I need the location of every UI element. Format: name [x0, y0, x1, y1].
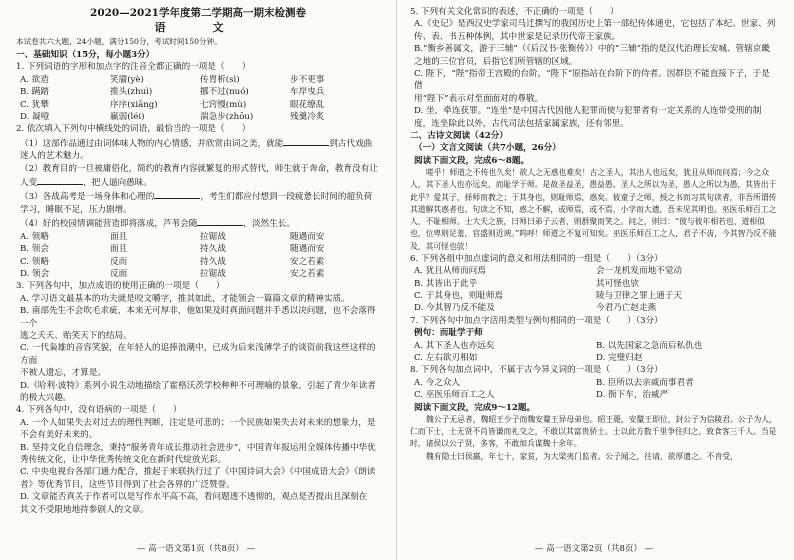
q5-option-a-cont: 传、表、书五种体例，其中世家是记录历代帝王家族。: [414, 31, 621, 42]
q4-option-b-cont: 秀传统文化，让中华优秀传统文化在新时代绽放光彩。: [20, 455, 227, 465]
page-divider: [396, 0, 397, 560]
question-8-options: [410, 377, 778, 402]
question-6: [410, 253, 778, 315]
q6-option-d[interactable]: D. 今其智乃反不能及: [414, 303, 495, 314]
q5-option-b-cont: 之地的三位官员，后指它们所管辖的区域。: [414, 56, 578, 67]
q2-option-d-4: 安之若素: [290, 268, 325, 279]
question-7-options: [410, 340, 778, 365]
question-4-stem: 4. 下列各句中，没有语病的一项是（ ）: [16, 405, 182, 416]
q5-option-d[interactable]: D. 坐，牵连获罪。“连坐”是中国古代因他人犯罪而使与犯罪者有一定关系的人连带受刑的制: [414, 106, 762, 117]
q2-option-a-2: 面且: [110, 231, 128, 242]
q7-option-c[interactable]: C. 左右欲刃相如: [414, 352, 478, 363]
question-5: [410, 6, 778, 130]
reading-instruction-1: 阅读下面文段，完成6～8题。: [414, 155, 530, 166]
q1-option-c-3: 七窍慢(mù): [200, 99, 247, 110]
q2-option-c-1[interactable]: C. 领略: [20, 256, 49, 267]
q2-option-c-2: 反而: [110, 256, 128, 267]
q1-option-b-3: 挪不过(nuó): [200, 87, 249, 98]
question-8-stem: 8. 下列各句加点词中，不属于古今异义词的一项是（ ）（3分）: [410, 365, 663, 376]
q4-option-c[interactable]: C. 中央电视台各部门通力配合，推起于来联执行过了《中国诗词大会》《中国成语大会》《朗读: [20, 467, 376, 478]
q1-option-c-4: 眼花缭乱: [290, 99, 325, 110]
right-page: [404, 0, 784, 560]
q1-option-c-1[interactable]: C. 犹攀: [20, 99, 49, 110]
q1-option-b-4: 车岸曳兵: [290, 87, 325, 98]
question-7-stem: 7. 下列各句中加点字活用类型与例句相同的一项是（ ）（3分）: [410, 315, 663, 326]
q1-option-d-2: 羸弱(léi): [110, 112, 145, 123]
question-1-options: [16, 74, 380, 124]
q1-option-d-3: 湍急步(zhōu): [200, 112, 254, 123]
q1-option-d-1[interactable]: D. 凝噎: [20, 112, 50, 123]
q4-option-a[interactable]: A. 一个人如果失去对过去的理性判断，注定是可悲的；一个民族如果失去对未来的想象力，是: [20, 417, 376, 428]
q5-option-c[interactable]: C. 陛下，“陛”指帝王宫殿的台阶，“陛下”原指站在台阶下的侍者。因群臣不能直接下子，于是借: [414, 69, 770, 92]
q1-option-b-2: 推头(zhuì): [110, 87, 153, 98]
q1-option-b-1[interactable]: B. 蹒踏: [20, 87, 49, 98]
page-footer-left: — 高一语文第1页（共8页） —: [136, 543, 256, 554]
q6-option-a[interactable]: A. 犹且从师而问焉: [414, 266, 486, 277]
q4-option-d[interactable]: D. 文章能否真关于作者可以是写作水平高不高，看问题透不透彻的，观点是否提出且深刻在: [20, 492, 368, 503]
q2-option-d-2: 反面: [110, 268, 128, 279]
passage-houying: 魏有隐士曰侯嬴，年七十，家贫，为大梁夷门监者。公子闻之，往请，欲厚遗之。不肯受，: [426, 451, 738, 461]
q7-option-b[interactable]: B. 以先国家之急而后私仇也: [596, 340, 703, 351]
q2-option-c-3: 持久战: [200, 256, 226, 267]
q6-option-d-pair: 今君乃亡赵走燕: [596, 303, 657, 314]
question-2: [16, 123, 380, 280]
q5-option-d-cont: 度，连坐除此以外，古代司法包括家属家族，还有邻里。: [414, 118, 629, 129]
left-page: [6, 0, 386, 560]
question-5-stem: 5. 下列有关文化常识的表述，不正确的一项是（ ）: [410, 7, 619, 17]
q6-option-b-pair: 其可怪也欤: [596, 278, 639, 289]
q2-sentence-4: （4）好的校园情调能营造即将落成，芦苇会随 ，淡然生长。: [16, 216, 380, 230]
question-4: [16, 404, 380, 516]
q3-option-c-cont: 不被人遗忘，才算是。: [20, 368, 106, 379]
q8-option-d[interactable]: D. 衙下车，治威严: [596, 390, 669, 401]
passage-shishuo: 嗟乎！师道之不传也久矣！欲人之无惑也难矣！古之圣人，其出人也远矣，犹且从师而问焉；今之众人，其下圣人也亦远矣，而耻学于师。是故圣益圣，愚益愚。圣人之所以为圣，愚人之所以为愚，其皆出于此乎？爱其子，择师而教之；于其身也，则耻师焉，惑矣。彼童子之师，授之书而习其句读者，非吾所谓传其道解其惑者也。句读之不知，惑之不解，或师焉，或不焉，小学而大遗，吾未见其明也。巫医乐师百工之人，不耻相师。士大夫之族，曰师曰弟子云者，则群聚而笑之。问之，则曰：“彼与彼年相若也，道相似也，位卑则足羞，官盛则近谀。”呜呼！师道之不复可知矣。巫医乐师百工之人，君子不齿，今其智乃反不能及，其可怪也欤！: [410, 168, 777, 251]
q3-option-d-cont: 的极大兴趣。: [20, 392, 72, 403]
exam-title: 2020—2021学年度第二学期高一期末检测卷: [90, 7, 306, 19]
question-6-stem: 6. 下列各组中加点虚词的意义和用法相同的一组是（ ）（3分）: [410, 253, 663, 264]
q1-option-a-4: 步不更事: [290, 74, 325, 85]
question-2-stem: 2. 依次填入下列句中横线处的词语，最恰当的一项是（ ）: [16, 124, 251, 135]
q5-option-a[interactable]: A.《史记》是西汉史学家司马迁撰写的我国历史上第一部纪传体通史，它包括了本纪、世家、列: [414, 19, 776, 30]
q2-option-a-1[interactable]: A. 领略: [20, 231, 49, 242]
subject-title: 语 文: [154, 21, 242, 34]
q7-option-d[interactable]: D. 完璧归赵: [596, 352, 643, 363]
q3-option-b[interactable]: B. 南部先生不会吹毛求疵，本来无可厚非，他如果及时真面问题并手悉以决问题，也不会落得一个: [20, 306, 376, 329]
q8-option-b[interactable]: B. 臣所以去亲戚而事君者: [596, 377, 694, 388]
section-title-2: 二、古诗文阅读（42分）: [410, 131, 508, 142]
q3-option-a[interactable]: A. 学习语文最基本的功夫就是咬文嚼字，推其如此，才能领会一篇篇文章的精神实质。: [20, 293, 350, 304]
q2-option-b-2: 面且: [110, 244, 128, 255]
q2-option-c-4: 安之若素: [290, 256, 325, 267]
q3-option-c[interactable]: C. 一代枭雄的音容笑貌，在年轻人的追捧浪潮中，已成为后来浅薄学子的谈资前我这些这样的方面: [20, 343, 376, 366]
q2-option-b-3: 持久战: [200, 244, 226, 255]
question-7: [410, 315, 778, 365]
q6-option-c-pair: 陵与卫律之罪上通于天: [596, 290, 682, 301]
q2-sentence-1: （1）这部作品通过由词体味人物的内心情感，并欣赏由词之美，就能 到古代戏曲迷人的艺术魅力。: [16, 136, 380, 163]
q2-option-a-3: 拉锯战: [200, 231, 226, 242]
q7-option-a[interactable]: A. 其下圣人也亦远矣: [414, 340, 495, 351]
q4-option-d-cont: 其文不受限地地持参剧人的文章。: [20, 504, 149, 515]
question-1-stem: 1. 下列词语的字形和加点字的注音全都正确的一项是（ ）: [16, 62, 251, 73]
exam-notice: 本试卷共六大题，24小题，满分150分，考试时间150分钟。: [16, 37, 222, 46]
q2-sentence-3: （3）各战高考是一场身体和心理的 ，考生们都应付想到一段疲惫长时间的超负荷学习，睡眠不足，压力剧增。: [16, 189, 380, 216]
question-3: [16, 280, 380, 404]
q3-option-d[interactable]: D.《哈利·波特》系列小说生动地描绘了霍格沃茨学校种种不可理喻的景象，引起了青少年读者: [20, 380, 376, 391]
q4-option-b[interactable]: B. 坚持文化自信理念，秉持“服务青年成长推动社会进步”，中国青年报运用全媒体传播中华优: [20, 442, 376, 453]
page-footer-right: — 高一语文第2页（共8页） —: [534, 543, 654, 554]
question-6-options: [410, 265, 778, 315]
q3-option-b-cont: 逃之夭夭、贻笑天下的结局。: [20, 330, 132, 341]
q7-example: 例句：而耻学于师: [414, 328, 483, 339]
reading-instruction-2: 阅读下面文段，完成9～12题。: [414, 402, 536, 413]
q2-option-a-4: 随遇而安: [290, 231, 325, 242]
passage-xinlingjun: 魏公子无忌者，魏昭王少子而魏安釐王异母弟也。昭王薨，安釐王即位，封公子为信陵君。公子为人，仁而下士，士无贤不肖皆谦而礼交之，不敢以其富贵骄士。士以此方数千里争往归之，致食客三千人。当是时，诸侯以公子贤，多客，不敢加兵谋魏十余年。: [410, 414, 777, 449]
q1-option-a-2: 笑靥(yè): [110, 74, 144, 85]
q1-option-c-2: 序序(xiāng): [110, 99, 158, 110]
q4-option-a-cont: 不会有美好未来的。: [20, 430, 98, 441]
q5-option-b[interactable]: B.“衡乡善属文，游于三辅”（《后汉书·张衡传》）中的“三辅”指的是汉代治理长安城、管辖京畿: [414, 44, 770, 55]
q6-option-a-pair: 会一龙机发而地不觉动: [596, 266, 682, 277]
q8-option-c[interactable]: C. 巫医乐师百工之人: [414, 390, 495, 401]
question-3-stem: 3. 下列各句中，加点成语的使用正确的一项是（ ）: [16, 281, 225, 292]
subsection-title-1: （一）文言文阅读（共7小题，26分）: [414, 143, 561, 154]
q1-option-a-1[interactable]: A. 欲造: [20, 74, 49, 85]
section-title-1: 一、基础知识（15分，每小题3分）: [16, 50, 155, 60]
q1-option-a-3: 传胄析(sì): [200, 74, 240, 85]
q8-option-a[interactable]: A. 今之众人: [414, 377, 461, 388]
q6-option-c[interactable]: C. 于其身也，则耻师焉: [414, 290, 504, 301]
q2-option-d-1[interactable]: D. 领会: [20, 268, 50, 279]
question-8: [410, 364, 778, 401]
question-2-options: [16, 231, 380, 281]
q5-option-c-cont: 用“陛下”表示对至面面对的尊敬。: [414, 93, 544, 104]
q6-option-b[interactable]: B. 其皆出于此乎: [414, 278, 478, 289]
q2-sentence-2: （2）教育目的一旦被庸俗化，简约的教育内容就繁复的形式替代，师生就于奔命，教育没有让人变 ，把人逼向愚昧。: [20, 163, 378, 189]
q2-option-b-4: 随遇而安: [290, 244, 325, 255]
q2-option-b-1[interactable]: B. 领会: [20, 244, 49, 255]
q1-option-d-4: 残羹冷炙: [290, 112, 325, 123]
question-1: [16, 61, 380, 123]
q2-option-d-3: 拉锯战: [200, 268, 226, 279]
q4-option-c-cont: 者》等优秀节目，这些节目得到了社会各界的广泛赞誉。: [20, 479, 235, 490]
